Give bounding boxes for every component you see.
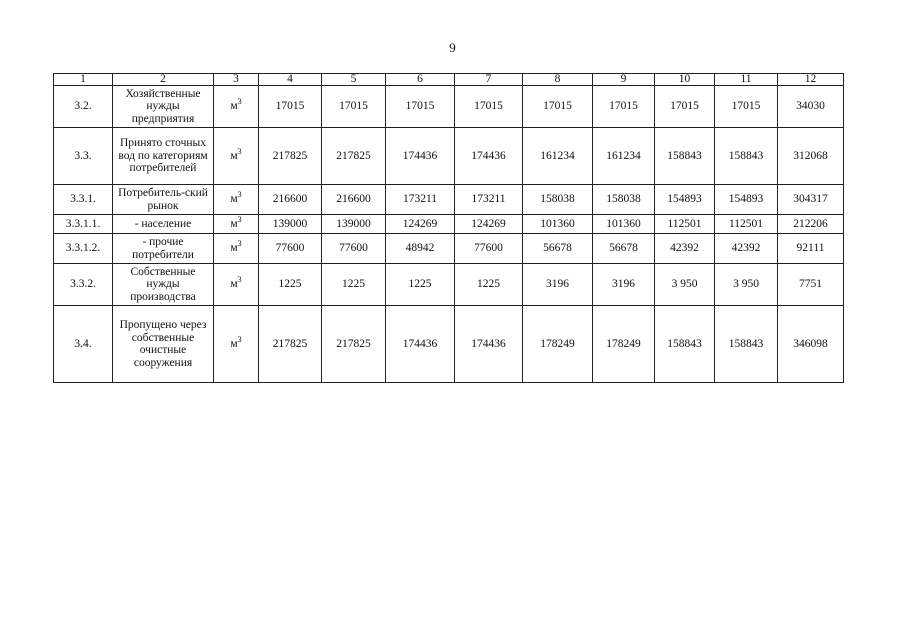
value-cell: 173211 [386, 185, 455, 215]
value-cell: 158843 [655, 306, 715, 383]
row-unit [214, 306, 259, 383]
row-name: Принято сточных вод по категориям потребителей [113, 128, 214, 185]
value-cell: 1225 [386, 264, 455, 306]
unit-text: м [230, 100, 238, 113]
row-code: 3.3.1.2. [54, 234, 113, 264]
value-cell: 124269 [455, 215, 523, 234]
value-cell: 158038 [523, 185, 593, 215]
value-cell: 158843 [655, 128, 715, 185]
row-name: Хозяйственные нужды предприятия [113, 86, 214, 128]
value-cell: 304317 [778, 185, 844, 215]
value-cell: 161234 [523, 128, 593, 185]
value-cell: 1225 [455, 264, 523, 306]
unit-text: м [230, 193, 238, 206]
value-cell: 217825 [322, 306, 386, 383]
value-cell: 158843 [715, 306, 778, 383]
value-cell: 48942 [386, 234, 455, 264]
column-header: 9 [593, 74, 655, 86]
row-unit [214, 234, 259, 264]
unit-text: м [230, 278, 238, 291]
value-cell: 158843 [715, 128, 778, 185]
table-row [54, 128, 844, 185]
value-cell: 3196 [523, 264, 593, 306]
unit-text: м [230, 337, 238, 350]
value-cell: 3 950 [715, 264, 778, 306]
column-header: 5 [322, 74, 386, 86]
header-row [54, 74, 844, 86]
unit-text: м [230, 242, 238, 255]
value-cell: 112501 [655, 215, 715, 234]
column-header: 1 [54, 74, 113, 86]
column-header: 4 [259, 74, 322, 86]
unit-superscript: 3 [237, 146, 242, 156]
value-cell: 216600 [259, 185, 322, 215]
value-cell: 3 950 [655, 264, 715, 306]
value-cell: 154893 [655, 185, 715, 215]
value-cell: 216600 [322, 185, 386, 215]
value-cell: 17015 [655, 86, 715, 128]
value-cell: 139000 [322, 215, 386, 234]
unit-superscript: 3 [237, 214, 242, 224]
table-row [54, 264, 844, 306]
table-row [54, 306, 844, 383]
column-header: 3 [214, 74, 259, 86]
value-cell: 217825 [259, 128, 322, 185]
row-unit [214, 185, 259, 215]
value-cell: 17015 [523, 86, 593, 128]
row-code: 3.4. [54, 306, 113, 383]
value-cell: 56678 [593, 234, 655, 264]
row-unit [214, 215, 259, 234]
value-cell: 1225 [322, 264, 386, 306]
value-cell: 1225 [259, 264, 322, 306]
value-cell: 124269 [386, 215, 455, 234]
value-cell: 178249 [523, 306, 593, 383]
row-code: 3.3.1.1. [54, 215, 113, 234]
value-cell: 217825 [259, 306, 322, 383]
value-cell: 158038 [593, 185, 655, 215]
table-row [54, 215, 844, 234]
value-cell: 101360 [593, 215, 655, 234]
value-cell: 34030 [778, 86, 844, 128]
value-cell: 7751 [778, 264, 844, 306]
value-cell: 139000 [259, 215, 322, 234]
value-cell: 17015 [715, 86, 778, 128]
column-header: 8 [523, 74, 593, 86]
row-code: 3.3. [54, 128, 113, 185]
value-cell: 212206 [778, 215, 844, 234]
column-header: 7 [455, 74, 523, 86]
value-cell: 217825 [322, 128, 386, 185]
value-cell: 154893 [715, 185, 778, 215]
value-cell: 42392 [655, 234, 715, 264]
value-cell: 17015 [593, 86, 655, 128]
row-code: 3.2. [54, 86, 113, 128]
value-cell: 174436 [386, 306, 455, 383]
value-cell: 312068 [778, 128, 844, 185]
value-cell: 17015 [322, 86, 386, 128]
column-header: 12 [778, 74, 844, 86]
row-unit [214, 86, 259, 128]
unit-text: м [230, 149, 238, 162]
table-row [54, 234, 844, 264]
value-cell: 77600 [259, 234, 322, 264]
unit-text: м [230, 217, 238, 230]
value-cell: 77600 [322, 234, 386, 264]
row-code: 3.3.2. [54, 264, 113, 306]
row-name: - население [113, 215, 214, 234]
unit-superscript: 3 [237, 275, 242, 285]
table-row [54, 185, 844, 215]
value-cell: 17015 [386, 86, 455, 128]
value-cell: 174436 [386, 128, 455, 185]
value-cell: 346098 [778, 306, 844, 383]
row-name: - прочие потребители [113, 234, 214, 264]
value-cell: 77600 [455, 234, 523, 264]
value-cell: 56678 [523, 234, 593, 264]
unit-superscript: 3 [237, 97, 242, 107]
value-cell: 101360 [523, 215, 593, 234]
row-name: Пропущено через собственные очистные сооружения [113, 306, 214, 383]
column-header: 11 [715, 74, 778, 86]
page-number: 9 [449, 40, 456, 55]
unit-superscript: 3 [237, 239, 242, 249]
value-cell: 17015 [455, 86, 523, 128]
value-cell: 174436 [455, 306, 523, 383]
unit-superscript: 3 [237, 190, 242, 200]
row-name: Потребитель-ский рынок [113, 185, 214, 215]
data-table [53, 73, 844, 383]
value-cell: 174436 [455, 128, 523, 185]
table-row [54, 86, 844, 128]
value-cell: 92111 [778, 234, 844, 264]
row-unit [214, 128, 259, 185]
value-cell: 178249 [593, 306, 655, 383]
row-name: Собственные нужды производства [113, 264, 214, 306]
row-unit [214, 264, 259, 306]
value-cell: 112501 [715, 215, 778, 234]
column-header: 10 [655, 74, 715, 86]
column-header: 2 [113, 74, 214, 86]
unit-superscript: 3 [237, 334, 242, 344]
column-header: 6 [386, 74, 455, 86]
row-code: 3.3.1. [54, 185, 113, 215]
value-cell: 42392 [715, 234, 778, 264]
value-cell: 161234 [593, 128, 655, 185]
value-cell: 173211 [455, 185, 523, 215]
value-cell: 17015 [259, 86, 322, 128]
value-cell: 3196 [593, 264, 655, 306]
